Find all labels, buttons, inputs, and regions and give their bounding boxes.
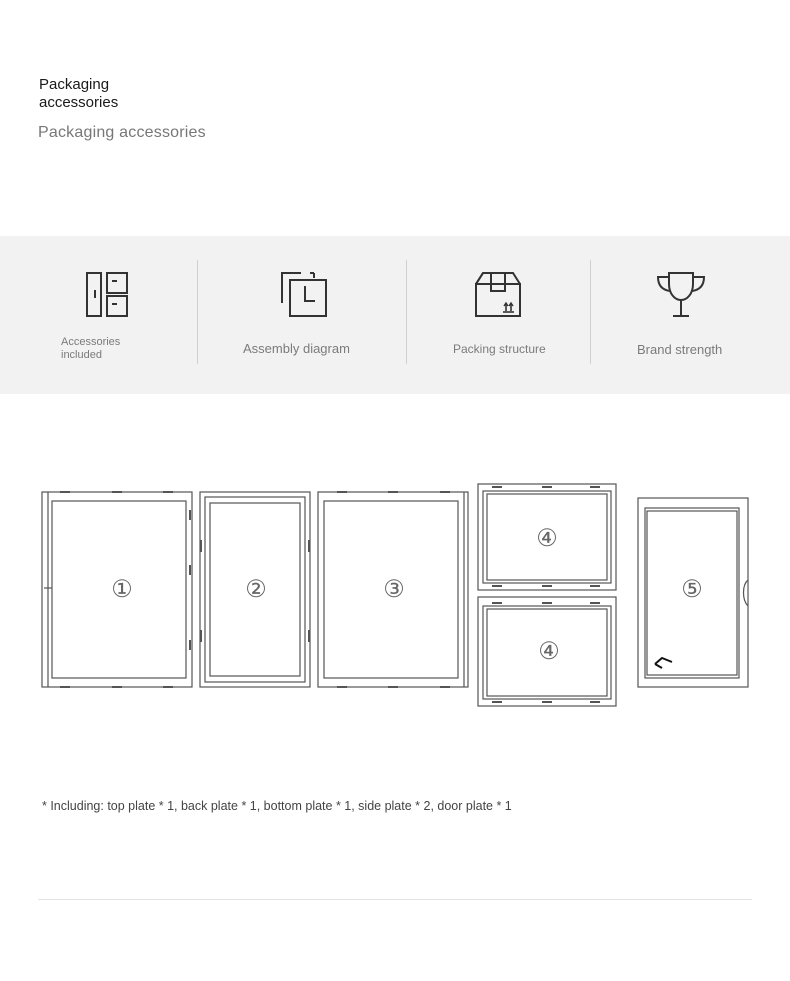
trophy-icon xyxy=(655,270,707,320)
handle-mark xyxy=(655,658,672,668)
feature-divider xyxy=(406,260,407,364)
feature-label: Packing structure xyxy=(453,342,546,356)
panels-diagram xyxy=(0,480,790,720)
panel-number-1: ① xyxy=(111,575,133,603)
feature-divider xyxy=(590,260,591,364)
panel-number-4-bottom: ④ xyxy=(538,637,560,665)
feature-label: Accessories included xyxy=(61,336,121,361)
contents-note: * Including: top plate * 1, back plate * 1, bottom plate * 1, side plate * 2, door plate * 1 xyxy=(42,799,512,813)
panels-icon xyxy=(84,270,130,320)
section-title-small: Packaging accessories xyxy=(39,76,119,111)
feature-divider xyxy=(197,260,198,364)
panel-number-4-top: ④ xyxy=(536,524,558,552)
bottom-divider xyxy=(38,899,752,900)
panel-number-2: ② xyxy=(245,575,267,603)
feature-label: Brand strength xyxy=(637,342,723,357)
feature-label: Assembly diagram xyxy=(243,341,350,356)
section-title: Packaging accessories xyxy=(38,124,206,141)
panel-number-5: ⑤ xyxy=(681,575,703,603)
box-icon xyxy=(473,270,523,320)
layers-icon xyxy=(279,270,331,320)
panel-number-3: ③ xyxy=(383,575,405,603)
